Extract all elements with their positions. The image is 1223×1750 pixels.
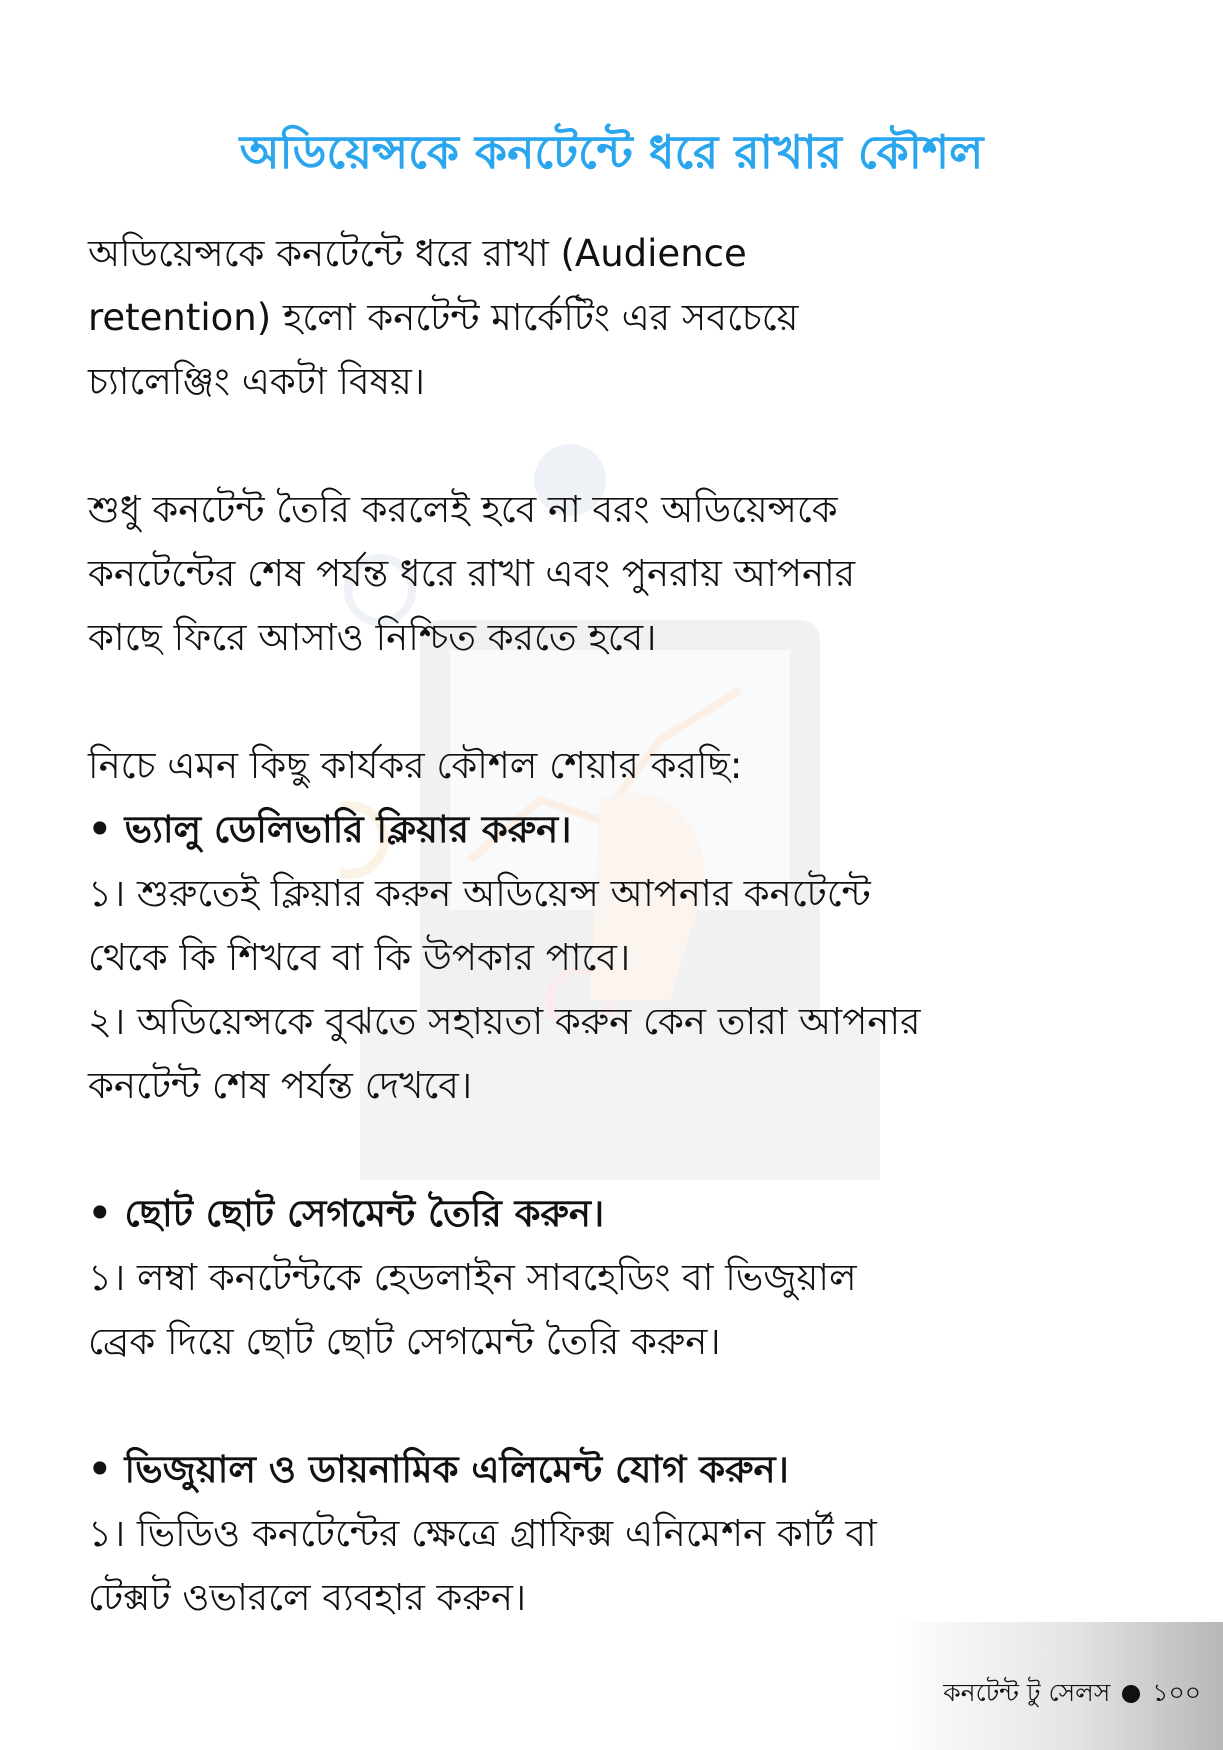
body-line: থেকে কি শিখবে বা কি উপকার পাবে।	[88, 936, 631, 979]
section-heading: • ভিজুয়াল ও ডায়নামিক এলিমেন্ট যোগ করুন।	[88, 1448, 789, 1491]
body-line: retention) হলো কনটেন্ট মার্কেটিং এর সবচেয়ে	[88, 296, 799, 339]
footer-book-title: কনটেন্ট টু সেলস	[943, 1677, 1111, 1707]
body-line: ব্রেক দিয়ে ছোট ছোট সেগমেন্ট তৈরি করুন।	[88, 1320, 721, 1363]
body-line: কনটেন্টের শেষ পর্যন্ত ধরে রাখা এবং পুনরায় আপনার	[88, 552, 856, 595]
paragraph-gap	[88, 670, 1148, 734]
paragraph-gap	[88, 1118, 1148, 1182]
body-line: অডিয়েন্সকে কনটেন্টে ধরে রাখা (Audience	[88, 232, 747, 275]
bullet-dot-icon	[1122, 1685, 1140, 1703]
body-line: কাছে ফিরে আসাও নিশ্চিত করতে হবে।	[88, 616, 657, 659]
body-line: নিচে এমন কিছু কার্যকর কৌশল শেয়ার করছি:	[88, 744, 743, 787]
paragraph-gap	[88, 1374, 1148, 1438]
body-line: ২। অডিয়েন্সকে বুঝতে সহায়তা করুন কেন তারা আপনার	[88, 1000, 921, 1043]
section-heading: • ছোট ছোট সেগমেন্ট তৈরি করুন।	[88, 1192, 605, 1235]
paragraph-gap	[88, 414, 1148, 478]
body-line: ১। লম্বা কনটেন্টকে হেডলাইন সাবহেডিং বা ভিজুয়াল	[88, 1256, 857, 1299]
body-line: চ্যালেঞ্জিং একটা বিষয়।	[88, 360, 426, 403]
body-line: ১। শুরুতেই ক্লিয়ার করুন অডিয়েন্স আপনার কনটেন্টে	[88, 872, 871, 915]
page-number: ১০০	[1152, 1677, 1201, 1707]
body-line: টেক্সট ওভারলে ব্যবহার করুন।	[88, 1576, 527, 1619]
section-heading: • ভ্যালু ডেলিভারি ক্লিয়ার করুন।	[88, 808, 572, 851]
body-line: কনটেন্ট শেষ পর্যন্ত দেখবে।	[88, 1064, 473, 1107]
body-text	[88, 222, 1148, 1630]
body-line: শুধু কনটেন্ট তৈরি করলেই হবে না বরং অডিয়েন্সকে	[88, 488, 838, 531]
page-title: অডিয়েন্সকে কনটেন্টে ধরে রাখার কৌশল	[239, 125, 984, 179]
page-footer	[943, 1674, 1201, 1714]
body-line: ১। ভিডিও কনটেন্টের ক্ষেত্রে গ্রাফিক্স এনিমেশন কার্ট বা	[88, 1512, 877, 1555]
